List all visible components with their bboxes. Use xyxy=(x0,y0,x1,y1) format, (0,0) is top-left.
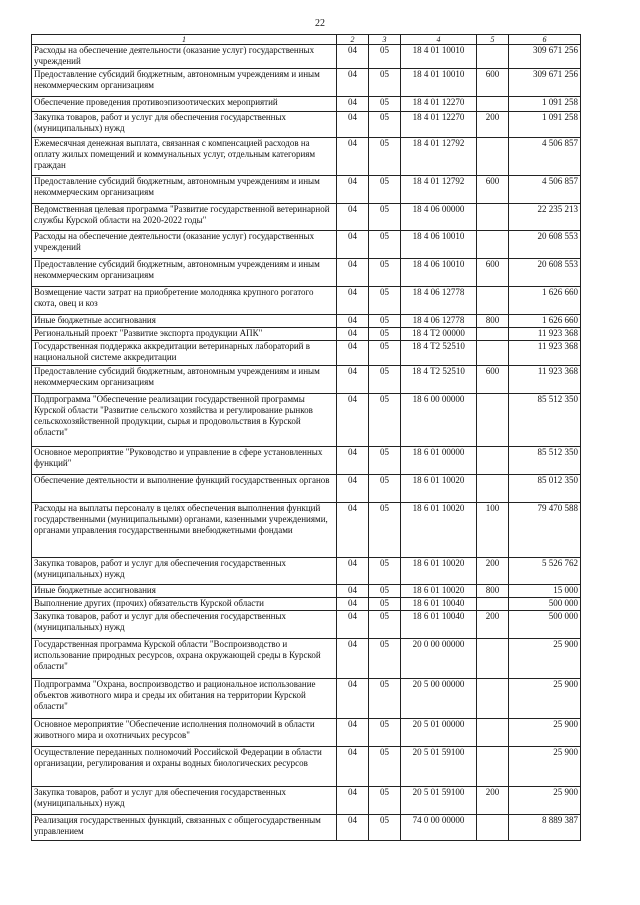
item-name-cell: Иные бюджетные ассигнования xyxy=(32,315,337,328)
table-row xyxy=(32,259,581,287)
target-article-cell: 20 0 00 00000 xyxy=(401,639,477,679)
subsection-code-cell: 05 xyxy=(369,475,401,503)
subsection-code-cell: 05 xyxy=(369,315,401,328)
section-code-cell: 04 xyxy=(337,45,369,69)
column-number: 3 xyxy=(369,35,401,45)
item-name-cell: Расходы на обеспечение деятельности (оказание услуг) государственных учреждений xyxy=(32,45,337,69)
item-name-cell: Обеспечение деятельности и выполнение функций государственных органов xyxy=(32,475,337,503)
amount-cell: 1 626 660 xyxy=(509,315,581,328)
table-row xyxy=(32,97,581,112)
item-name-cell: Предоставление субсидий бюджетным, автономным учреждениям и иным некоммерческим организациям xyxy=(32,366,337,394)
item-name-cell: Подпрограмма "Охрана, воспроизводство и рациональное использование объектов животного мира и среды их обитания на территории Курской области" xyxy=(32,679,337,719)
expense-type-cell: 800 xyxy=(477,315,509,328)
section-code-cell: 04 xyxy=(337,447,369,475)
amount-cell: 1 091 258 xyxy=(509,112,581,138)
amount-cell: 25 900 xyxy=(509,679,581,719)
amount-cell: 8 889 387 xyxy=(509,815,581,841)
amount-cell: 85 012 350 xyxy=(509,475,581,503)
item-name-cell: Возмещение части затрат на приобретение молодняка крупного рогатого скота, овец и коз xyxy=(32,287,337,315)
expense-type-cell xyxy=(477,639,509,679)
table-row xyxy=(32,176,581,204)
target-article-cell: 18 6 01 10020 xyxy=(401,503,477,558)
target-article-cell: 74 0 00 00000 xyxy=(401,815,477,841)
expense-type-cell xyxy=(477,287,509,315)
amount-cell: 5 526 762 xyxy=(509,558,581,585)
target-article-cell: 20 5 01 59100 xyxy=(401,747,477,787)
item-name-cell: Основное мероприятие "Руководство и управление в сфере установленных функций" xyxy=(32,447,337,475)
subsection-code-cell: 05 xyxy=(369,204,401,231)
expense-type-cell: 200 xyxy=(477,787,509,815)
table-row xyxy=(32,503,581,558)
table-row xyxy=(32,366,581,394)
table-row xyxy=(32,598,581,611)
item-name-cell: Закупка товаров, работ и услуг для обеспечения государственных (муниципальных) нужд xyxy=(32,787,337,815)
subsection-code-cell: 05 xyxy=(369,69,401,97)
target-article-cell: 18 4 Т2 00000 xyxy=(401,328,477,341)
target-article-cell: 18 4 01 12792 xyxy=(401,176,477,204)
subsection-code-cell: 05 xyxy=(369,341,401,366)
section-code-cell: 04 xyxy=(337,558,369,585)
item-name-cell: Иные бюджетные ассигнования xyxy=(32,585,337,598)
amount-cell: 1 091 258 xyxy=(509,97,581,112)
expense-type-cell: 600 xyxy=(477,366,509,394)
subsection-code-cell: 05 xyxy=(369,394,401,447)
target-article-cell: 18 4 06 10010 xyxy=(401,259,477,287)
expense-type-cell: 100 xyxy=(477,503,509,558)
item-name-cell: Государственная поддержка аккредитации ветеринарных лабораторий в национальной системе аккредитации xyxy=(32,341,337,366)
amount-cell: 11 923 368 xyxy=(509,366,581,394)
subsection-code-cell: 05 xyxy=(369,45,401,69)
amount-cell: 25 900 xyxy=(509,719,581,747)
item-name-cell: Ежемесячная денежная выплата, связанная с компенсацией расходов на оплату жилых помещений и коммунальных услуг, отдельным категориям граждан xyxy=(32,138,337,176)
column-number: 6 xyxy=(509,35,581,45)
table-row xyxy=(32,138,581,176)
section-code-cell: 04 xyxy=(337,585,369,598)
target-article-cell: 18 4 01 12792 xyxy=(401,138,477,176)
section-code-cell: 04 xyxy=(337,341,369,366)
subsection-code-cell: 05 xyxy=(369,558,401,585)
table-row xyxy=(32,45,581,69)
table-row xyxy=(32,204,581,231)
amount-cell: 25 900 xyxy=(509,747,581,787)
expense-type-cell xyxy=(477,204,509,231)
expense-type-cell xyxy=(477,447,509,475)
section-code-cell: 04 xyxy=(337,231,369,259)
target-article-cell: 18 4 06 12778 xyxy=(401,287,477,315)
item-name-cell: Реализация государственных функций, связанных с общегосударственным управлением xyxy=(32,815,337,841)
target-article-cell: 18 6 01 10040 xyxy=(401,611,477,639)
section-code-cell: 04 xyxy=(337,366,369,394)
expense-type-cell: 600 xyxy=(477,176,509,204)
table-row xyxy=(32,231,581,259)
subsection-code-cell: 05 xyxy=(369,598,401,611)
table-row xyxy=(32,585,581,598)
subsection-code-cell: 05 xyxy=(369,366,401,394)
table-row xyxy=(32,679,581,719)
target-article-cell: 18 6 01 00000 xyxy=(401,447,477,475)
target-article-cell: 18 4 Т2 52510 xyxy=(401,341,477,366)
subsection-code-cell: 05 xyxy=(369,639,401,679)
item-name-cell: Подпрограмма "Обеспечение реализации государственной программы Курской области "Развитие сельского хозяйства и регулирование рынков сельскохозяйственной продукции, сырья и продовольствия в Курской области" xyxy=(32,394,337,447)
expense-type-cell xyxy=(477,394,509,447)
section-code-cell: 04 xyxy=(337,394,369,447)
subsection-code-cell: 05 xyxy=(369,747,401,787)
section-code-cell: 04 xyxy=(337,719,369,747)
expense-type-cell xyxy=(477,328,509,341)
subsection-code-cell: 05 xyxy=(369,259,401,287)
section-code-cell: 04 xyxy=(337,176,369,204)
section-code-cell: 04 xyxy=(337,328,369,341)
column-number: 4 xyxy=(401,35,477,45)
section-code-cell: 04 xyxy=(337,611,369,639)
column-number: 2 xyxy=(337,35,369,45)
table-row xyxy=(32,719,581,747)
amount-cell: 4 506 857 xyxy=(509,138,581,176)
item-name-cell: Расходы на выплаты персоналу в целях обеспечения выполнения функций государственными (муниципальными) органами, казенными учреждениями, органами управления государственными внебюджетными фондами xyxy=(32,503,337,558)
table-row xyxy=(32,787,581,815)
subsection-code-cell: 05 xyxy=(369,503,401,558)
amount-cell: 85 512 350 xyxy=(509,394,581,447)
section-code-cell: 04 xyxy=(337,598,369,611)
table-row xyxy=(32,815,581,841)
table-row xyxy=(32,639,581,679)
target-article-cell: 18 4 01 10010 xyxy=(401,69,477,97)
subsection-code-cell: 05 xyxy=(369,112,401,138)
table-row xyxy=(32,394,581,447)
expense-type-cell xyxy=(477,719,509,747)
subsection-code-cell: 05 xyxy=(369,611,401,639)
expense-type-cell xyxy=(477,45,509,69)
target-article-cell: 18 4 01 10010 xyxy=(401,45,477,69)
expense-type-cell xyxy=(477,341,509,366)
section-code-cell: 04 xyxy=(337,787,369,815)
expense-type-cell xyxy=(477,231,509,259)
amount-cell: 11 923 368 xyxy=(509,341,581,366)
item-name-cell: Предоставление субсидий бюджетным, автономным учреждениям и иным некоммерческим организациям xyxy=(32,176,337,204)
amount-cell: 20 608 553 xyxy=(509,231,581,259)
section-code-cell: 04 xyxy=(337,97,369,112)
target-article-cell: 18 6 00 00000 xyxy=(401,394,477,447)
amount-cell: 309 671 256 xyxy=(509,45,581,69)
target-article-cell: 18 6 01 10020 xyxy=(401,558,477,585)
target-article-cell: 18 4 01 12270 xyxy=(401,112,477,138)
item-name-cell: Предоставление субсидий бюджетным, автономным учреждениям и иным некоммерческим организациям xyxy=(32,69,337,97)
section-code-cell: 04 xyxy=(337,475,369,503)
section-code-cell: 04 xyxy=(337,259,369,287)
target-article-cell: 18 4 Т2 52510 xyxy=(401,366,477,394)
expense-type-cell: 200 xyxy=(477,558,509,585)
column-number-row xyxy=(32,35,581,45)
table-header xyxy=(32,35,581,45)
expense-type-cell: 200 xyxy=(477,611,509,639)
item-name-cell: Осуществление переданных полномочий Российской Федерации в области организации, регулирования и охраны водных биологических ресурсов xyxy=(32,747,337,787)
amount-cell: 85 512 350 xyxy=(509,447,581,475)
amount-cell: 4 506 857 xyxy=(509,176,581,204)
table-body xyxy=(32,45,581,841)
target-article-cell: 18 4 01 12270 xyxy=(401,97,477,112)
expense-type-cell xyxy=(477,679,509,719)
item-name-cell: Закупка товаров, работ и услуг для обеспечения государственных (муниципальных) нужд xyxy=(32,558,337,585)
item-name-cell: Закупка товаров, работ и услуг для обеспечения государственных (муниципальных) нужд xyxy=(32,611,337,639)
amount-cell: 309 671 256 xyxy=(509,69,581,97)
amount-cell: 500 000 xyxy=(509,598,581,611)
table-row xyxy=(32,69,581,97)
item-name-cell: Основное мероприятие "Обеспечение исполнения полномочий в области животного мира и охотничьих ресурсов" xyxy=(32,719,337,747)
table-row xyxy=(32,611,581,639)
item-name-cell: Региональный проект "Развитие экспорта продукции АПК" xyxy=(32,328,337,341)
amount-cell: 22 235 213 xyxy=(509,204,581,231)
section-code-cell: 04 xyxy=(337,815,369,841)
amount-cell: 20 608 553 xyxy=(509,259,581,287)
target-article-cell: 18 4 06 10010 xyxy=(401,231,477,259)
item-name-cell: Ведомственная целевая программа "Развитие государственной ветеринарной службы Курской области на 2020-2022 годы" xyxy=(32,204,337,231)
section-code-cell: 04 xyxy=(337,204,369,231)
section-code-cell: 04 xyxy=(337,315,369,328)
table-row xyxy=(32,447,581,475)
subsection-code-cell: 05 xyxy=(369,176,401,204)
target-article-cell: 18 6 01 10020 xyxy=(401,585,477,598)
table-row xyxy=(32,747,581,787)
subsection-code-cell: 05 xyxy=(369,719,401,747)
subsection-code-cell: 05 xyxy=(369,231,401,259)
section-code-cell: 04 xyxy=(337,639,369,679)
target-article-cell: 18 4 06 12778 xyxy=(401,315,477,328)
section-code-cell: 04 xyxy=(337,679,369,719)
amount-cell: 1 626 660 xyxy=(509,287,581,315)
section-code-cell: 04 xyxy=(337,287,369,315)
subsection-code-cell: 05 xyxy=(369,287,401,315)
section-code-cell: 04 xyxy=(337,138,369,176)
column-number: 5 xyxy=(477,35,509,45)
expense-type-cell: 600 xyxy=(477,69,509,97)
item-name-cell: Выполнение других (прочих) обязательств Курской области xyxy=(32,598,337,611)
table-row xyxy=(32,112,581,138)
section-code-cell: 04 xyxy=(337,503,369,558)
table-row xyxy=(32,558,581,585)
subsection-code-cell: 05 xyxy=(369,97,401,112)
amount-cell: 25 900 xyxy=(509,787,581,815)
item-name-cell: Закупка товаров, работ и услуг для обеспечения государственных (муниципальных) нужд xyxy=(32,112,337,138)
expense-type-cell: 200 xyxy=(477,112,509,138)
page-number: 22 xyxy=(315,18,325,29)
budget-table xyxy=(31,34,581,841)
item-name-cell: Государственная программа Курской области "Воспроизводство и использование природных ресурсов, охрана окружающей среды в Курской области" xyxy=(32,639,337,679)
expense-type-cell: 600 xyxy=(477,259,509,287)
subsection-code-cell: 05 xyxy=(369,328,401,341)
expense-type-cell xyxy=(477,97,509,112)
target-article-cell: 20 5 01 59100 xyxy=(401,787,477,815)
table-row xyxy=(32,341,581,366)
expense-type-cell xyxy=(477,598,509,611)
expense-type-cell xyxy=(477,747,509,787)
section-code-cell: 04 xyxy=(337,69,369,97)
subsection-code-cell: 05 xyxy=(369,679,401,719)
section-code-cell: 04 xyxy=(337,747,369,787)
expense-type-cell: 800 xyxy=(477,585,509,598)
target-article-cell: 20 5 00 00000 xyxy=(401,679,477,719)
table-row xyxy=(32,287,581,315)
subsection-code-cell: 05 xyxy=(369,815,401,841)
subsection-code-cell: 05 xyxy=(369,585,401,598)
column-number: 1 xyxy=(32,35,337,45)
item-name-cell: Предоставление субсидий бюджетным, автономным учреждениям и иным некоммерческим организациям xyxy=(32,259,337,287)
subsection-code-cell: 05 xyxy=(369,138,401,176)
expense-type-cell xyxy=(477,475,509,503)
target-article-cell: 18 6 01 10020 xyxy=(401,475,477,503)
amount-cell: 25 900 xyxy=(509,639,581,679)
table-row xyxy=(32,475,581,503)
item-name-cell: Обеспечение проведения противоэпизоотических мероприятий xyxy=(32,97,337,112)
item-name-cell: Расходы на обеспечение деятельности (оказание услуг) государственных учреждений xyxy=(32,231,337,259)
subsection-code-cell: 05 xyxy=(369,787,401,815)
amount-cell: 500 000 xyxy=(509,611,581,639)
table-row xyxy=(32,315,581,328)
amount-cell: 79 470 588 xyxy=(509,503,581,558)
expense-type-cell xyxy=(477,815,509,841)
target-article-cell: 18 6 01 10040 xyxy=(401,598,477,611)
target-article-cell: 20 5 01 00000 xyxy=(401,719,477,747)
subsection-code-cell: 05 xyxy=(369,447,401,475)
expense-type-cell xyxy=(477,138,509,176)
amount-cell: 11 923 368 xyxy=(509,328,581,341)
target-article-cell: 18 4 06 00000 xyxy=(401,204,477,231)
amount-cell: 15 000 xyxy=(509,585,581,598)
table-row xyxy=(32,328,581,341)
section-code-cell: 04 xyxy=(337,112,369,138)
